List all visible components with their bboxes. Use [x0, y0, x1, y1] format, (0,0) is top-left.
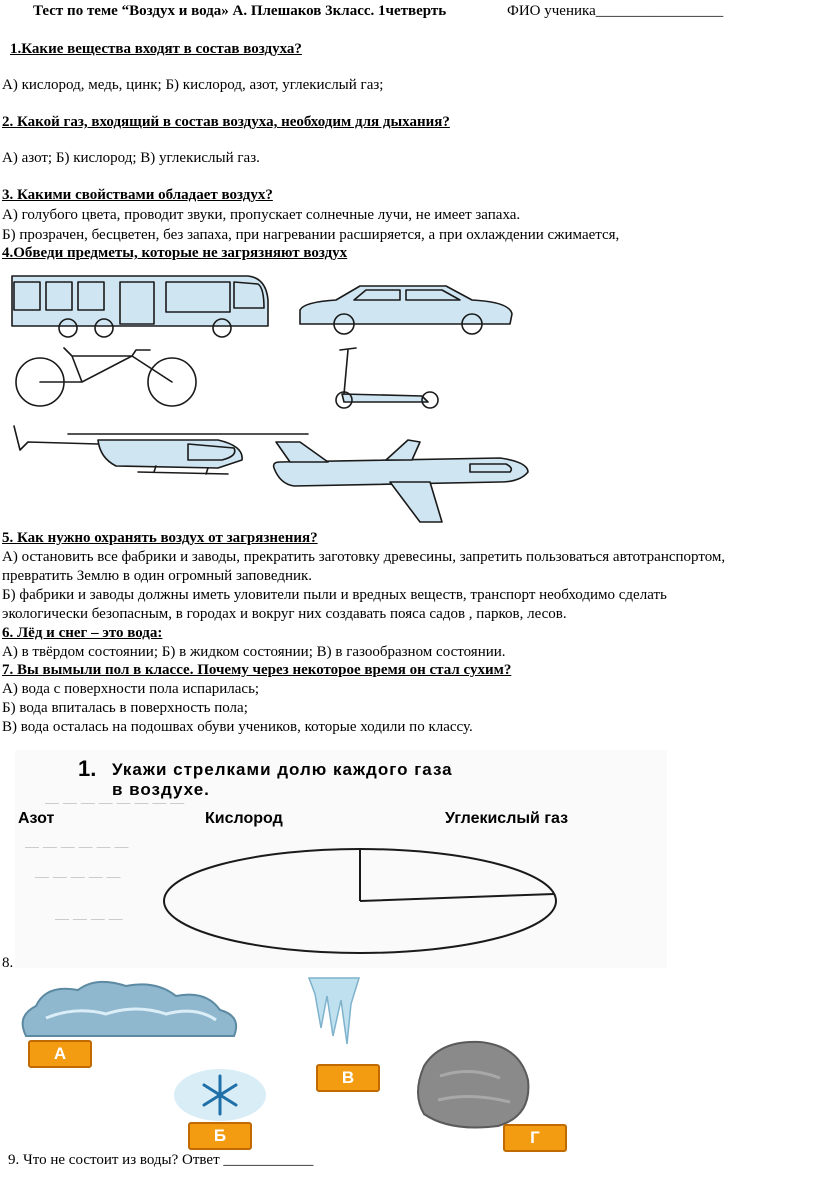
- exercise-instruction-line2: в воздухе.: [112, 780, 210, 799]
- question-9: 9. Что не состоит из воды? Ответ ____________: [8, 1152, 314, 1168]
- question-5-answer-b1: Б) фабрики и заводы должны иметь уловители пыли и вредных веществ, транспорт необходимо сделать: [2, 587, 667, 603]
- bicycle-icon[interactable]: [12, 348, 202, 408]
- question-4: 4.Обведи предметы, которые не загрязняют воздух: [2, 245, 348, 261]
- student-name-label: ФИО ученика_________________: [507, 3, 724, 19]
- question-5-answer-a2: превратить Землю в один огромный заповедник.: [2, 568, 313, 584]
- badge-v: В: [316, 1064, 380, 1092]
- airplane-icon[interactable]: [270, 438, 532, 526]
- stone-icon[interactable]: [410, 1036, 532, 1132]
- question-5-answer-b2: экологически безопасным, в городах и вокруг них создавать пояса садов , парков, лесов.: [2, 606, 567, 622]
- question-2: 2. Какой газ, входящий в состав воздуха, необходим для дыхания?: [2, 114, 450, 130]
- question-1-answers: А) кислород, медь, цинк; Б) кислород, азот, углекислый газ;: [2, 77, 384, 93]
- question-7: 7. Вы вымыли пол в классе. Почему через некоторое время он стал сухим?: [2, 662, 512, 678]
- question-6: 6. Лёд и снег – это вода:: [2, 625, 163, 641]
- exercise-number: 1.: [78, 756, 97, 781]
- label-oxygen: Кислород: [205, 810, 283, 827]
- question-2-answers: А) азот; Б) кислород; В) углекислый газ.: [2, 150, 260, 166]
- badge-g: Г: [503, 1124, 567, 1152]
- question-6-answers: А) в твёрдом состоянии; Б) в жидком состоянии; В) в газообразном состоянии.: [2, 644, 506, 660]
- exercise-instruction-line1: Укажи стрелками долю каждого газа: [112, 760, 453, 779]
- snowflake-icon[interactable]: [172, 1068, 268, 1122]
- question-7-answer-a: А) вода с поверхности пола испарилась;: [2, 681, 260, 697]
- label-nitrogen: Азот: [18, 810, 55, 827]
- question-1: 1.Какие вещества входят в состав воздуха?: [10, 41, 302, 57]
- question-7-answer-b: Б) вода впиталась в поверхность пола;: [2, 700, 248, 716]
- question-3-answer-b: Б) прозрачен, бесцветен, без запаха, при нагревании расширяется, а при охлаждении сжимается,: [2, 227, 620, 243]
- car-icon[interactable]: [296, 282, 516, 334]
- badge-b: Б: [188, 1122, 252, 1150]
- question-7-answer-c: В) вода осталась на подошвах обуви учеников, которые ходили по классу.: [2, 719, 473, 735]
- air-composition-pie[interactable]: [160, 846, 562, 958]
- question-8-number: 8.: [2, 955, 14, 971]
- badge-a: А: [28, 1040, 92, 1068]
- question-5-answer-a1: А) остановить все фабрики и заводы, прекратить заготовку древесины, запретить пользоваться автотранспортом,: [2, 549, 726, 565]
- question-5: 5. Как нужно охранять воздух от загрязнения?: [2, 530, 318, 546]
- page-title: Тест по теме “Воздух и вода» А. Плешаков 3класс. 1четверть: [33, 3, 447, 19]
- cloud-icon[interactable]: [16, 976, 242, 1044]
- scanned-exercise: — — — — — — — — — — — — — — — — — — — — — — —: [15, 750, 667, 968]
- question-3: 3. Какими свойствами обладает воздух?: [2, 187, 273, 203]
- helicopter-icon[interactable]: [8, 420, 312, 482]
- icicle-icon[interactable]: [307, 974, 361, 1064]
- question-3-answer-a: А) голубого цвета, проводит звуки, пропускает солнечные лучи, не имеет запаха.: [2, 207, 521, 223]
- label-carbon-dioxide: Углекислый газ: [445, 810, 569, 827]
- scooter-icon[interactable]: [322, 344, 444, 410]
- bus-icon[interactable]: [8, 270, 270, 338]
